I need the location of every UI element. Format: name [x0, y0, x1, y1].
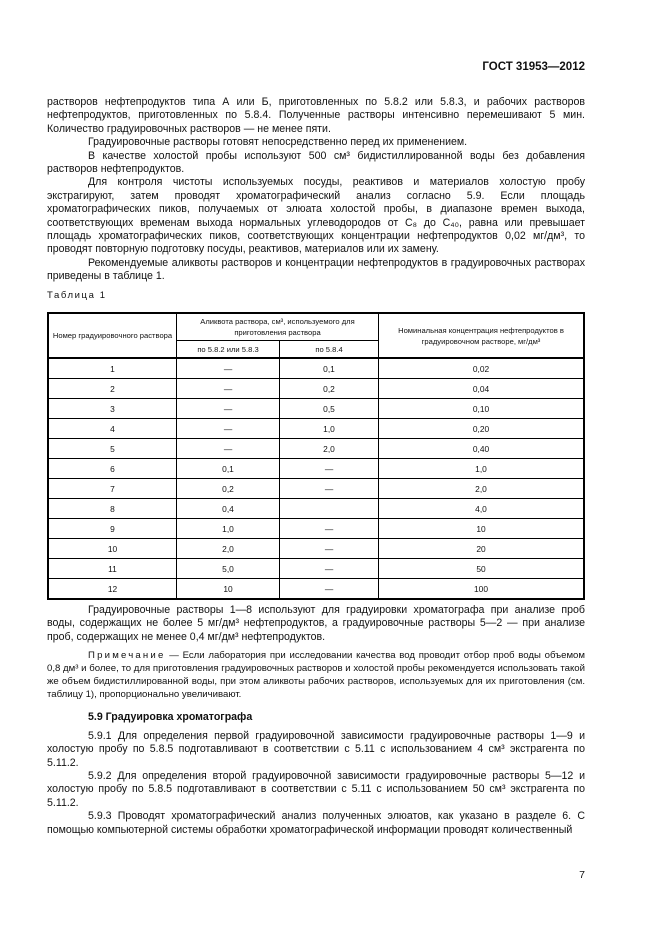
- table-row: [48, 519, 584, 539]
- table-cell: 2,0: [280, 439, 379, 459]
- table-cell: 0,02: [379, 358, 585, 379]
- col-header-concentration: Номинальная концентрация нефтепродуктов в градуировочном растворе, мг/дм³: [379, 313, 585, 358]
- paragraph: растворов нефтепродуктов типа А или Б, приготовленных по 5.8.2 или 5.8.3, и рабочих растворов нефтепродуктов, приготовленных по 5.8.4. Полученные растворы интенсивно перемешивают 5 мин. Количество градуировочных растворов — не менее пяти.: [47, 96, 585, 135]
- table-cell: 10: [379, 519, 585, 539]
- table-row: [48, 439, 584, 459]
- table-row: [48, 459, 584, 479]
- table-cell: —: [280, 559, 379, 579]
- table-row: [48, 499, 584, 519]
- table-cell: —: [280, 539, 379, 559]
- note-label: Примечание: [88, 650, 166, 662]
- table-cell: 2,0: [177, 539, 280, 559]
- table-cell: —: [177, 399, 280, 419]
- table-row: [48, 379, 584, 399]
- table-cell: —: [280, 579, 379, 600]
- table-cell: 5: [48, 439, 177, 459]
- table-row: [48, 358, 584, 379]
- table-cell: 1,0: [280, 419, 379, 439]
- col-header-aliquot: Аликвота раствора, см³, используемого для приготовления раствора: [177, 313, 379, 341]
- page-number: 7: [579, 869, 585, 881]
- paragraph: 5.9.3 Проводят хроматографический анализ полученных элюатов, как указано в разделе 6. С помощью компьютерной системы обработки хроматографической информации проводят количественный: [47, 810, 585, 836]
- after-table-text: [47, 604, 585, 837]
- paragraph: 5.9.1 Для определения первой градуировочной зависимости градуировочные растворы 1—9 и холостую пробу по 5.8.5 подготавливают в соответствии с 5.11 с использованием 4 см³ экстрагента по 5.11.2.: [47, 729, 585, 769]
- table-cell: 0,2: [280, 379, 379, 399]
- table-cell: 1: [48, 358, 177, 379]
- table-row: [48, 479, 584, 499]
- table-cell: 0,1: [280, 358, 379, 379]
- table-cell: 1,0: [177, 519, 280, 539]
- table-cell: 1,0: [379, 459, 585, 479]
- table-cell: —: [177, 358, 280, 379]
- paragraph: В качестве холостой пробы используют 500 см³ бидистиллированной воды без добавления растворов нефтепродуктов.: [47, 149, 585, 176]
- note-text: — Если лаборатория при исследовании качества вод проводит отбор проб воды объемом 0,8 дм³ и более, то для приготовления градуировочных растворов и холостой пробы рекомендуется использовать такой же объем бидистиллированной воды, при этом аликвоты рабочих растворов, используемых для их приготовления (см. таблицу 1), пропорционально увеличивают.: [47, 650, 585, 700]
- document-header: ГОСТ 31953—2012: [482, 61, 585, 73]
- table-cell: 0,40: [379, 439, 585, 459]
- table-caption: Таблица 1: [47, 290, 107, 301]
- paragraph: Градуировочные растворы 1—8 используют для градуировки хроматографа при анализе проб воды, содержащих не более 5 мг/дм³ нефтепродуктов, а градуировочные растворы 5—2 — при анализе проб, содержащих не менее 0,4 мг/дм³ нефтепродуктов.: [47, 604, 585, 643]
- table-cell: 0,2: [177, 479, 280, 499]
- table-cell: 50: [379, 559, 585, 579]
- table-row: [48, 399, 584, 419]
- table-row: [48, 539, 584, 559]
- table-cell: 0,4: [177, 499, 280, 519]
- table-cell: 0,04: [379, 379, 585, 399]
- intro-text: [47, 96, 585, 284]
- table-cell: 5,0: [177, 559, 280, 579]
- paragraph: Рекомендуемые аликвоты растворов и концентрации нефтепродуктов в градуировочных растворах приведены в таблице 1.: [47, 256, 585, 283]
- table-cell: 4: [48, 419, 177, 439]
- col-header-b: по 5.8.4: [280, 341, 379, 359]
- table-cell: 11: [48, 559, 177, 579]
- table-cell: 100: [379, 579, 585, 600]
- table-row: [48, 419, 584, 439]
- table-cell: 0,10: [379, 399, 585, 419]
- col-header-number: Номер градуировочного раствора: [48, 313, 177, 358]
- table-cell: —: [280, 519, 379, 539]
- table-cell: 7: [48, 479, 177, 499]
- table-row: [48, 579, 584, 600]
- table-cell: 8: [48, 499, 177, 519]
- section-title: 5.9 Градуировка хроматографа: [88, 711, 253, 724]
- table-1: [47, 312, 585, 600]
- paragraph: Для контроля чистоты используемых посуды, реактивов и материалов холостую пробу экстрагируют, затем проводят хроматографический анализ согласно 5.9. Если площадь хроматографических пиков, получаемых от элюата холостой пробы, в диапазоне времен выхода, соответствующих временам выхода нормальных углеводородов от C₈ до C₄₀, равна или превышает площадь хроматографических пиков, соответствующих концентрации нефтепродуктов 0,02 мг/дм³, то проводят повторную подготовку посуды, реактивов, материалов или их замену.: [47, 176, 585, 256]
- table-cell: 0,1: [177, 459, 280, 479]
- table-cell: 3: [48, 399, 177, 419]
- table-cell: —: [177, 419, 280, 439]
- note: [47, 650, 585, 701]
- table-cell: —: [280, 479, 379, 499]
- table-cell: —: [177, 379, 280, 399]
- paragraph: 5.9.2 Для определения второй градуировочной зависимости градуировочные растворы 5—12 и холостую пробу по 5.8.5 подготавливают в соответствии с 5.11 с использованием 50 см³ экстрагента по 5.11.2.: [47, 770, 585, 809]
- table-cell: [280, 499, 379, 519]
- table-cell: 10: [177, 579, 280, 600]
- table-cell: 10: [48, 539, 177, 559]
- table-cell: 20: [379, 539, 585, 559]
- paragraph: Градуировочные растворы готовят непосредственно перед их применением.: [88, 136, 468, 149]
- table-cell: 12: [48, 579, 177, 600]
- table-cell: 0,5: [280, 399, 379, 419]
- table-cell: 4,0: [379, 499, 585, 519]
- table-cell: 2: [48, 379, 177, 399]
- table-row: [48, 559, 584, 579]
- table-cell: 2,0: [379, 479, 585, 499]
- table-cell: 6: [48, 459, 177, 479]
- table-cell: —: [280, 459, 379, 479]
- col-header-a: по 5.8.2 или 5.8.3: [177, 341, 280, 359]
- table-cell: —: [177, 439, 280, 459]
- table-cell: 9: [48, 519, 177, 539]
- table-cell: 0,20: [379, 419, 585, 439]
